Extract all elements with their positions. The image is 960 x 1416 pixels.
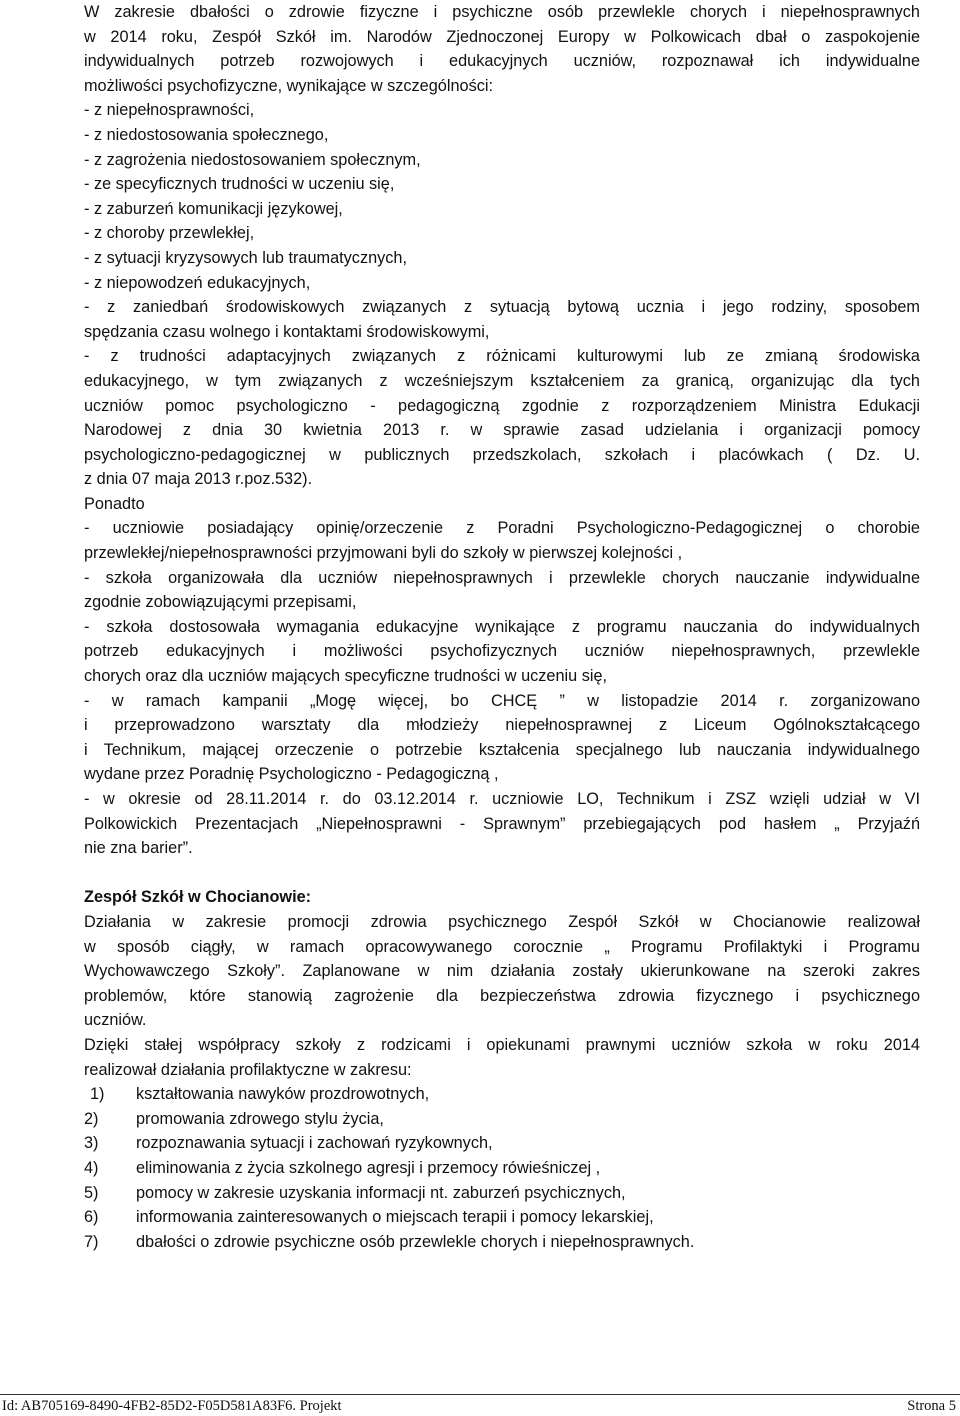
item-number: 6) (84, 1208, 99, 1227)
list-item: - z zaniedbań środowiskowych związanych z sytuacją bytową ucznia i jego rodziny, sposobem (84, 298, 920, 317)
text-line: potrzeb edukacyjnych i możliwości psychofizycznych uczniów niepełnosprawnych, przewlekle (84, 642, 920, 661)
item-text: informowania zainteresowanych o miejscach terapii i pomocy lekarskiej, (136, 1208, 654, 1227)
list-item: - z choroby przewlekłej, (84, 224, 255, 243)
list-item: - z zaburzeń komunikacji językowej, (84, 199, 343, 218)
text-line: indywidualnych potrzeb rozwojowych i edukacyjnych uczniów, rozpoznawał ich indywidualne (84, 52, 920, 71)
text-line: chorych oraz dla uczniów mających specyficzne trudności w uczeniu się, (84, 667, 608, 686)
text-line: realizował działania profilaktyczne w zakresu: (84, 1060, 412, 1079)
text-line: i Technikum, mającej orzeczenie o potrzebie kształcenia specjalnego lub nauczania indywidualnego (84, 740, 920, 759)
item-text: eliminowania z życia szkolnego agresji i przemocy rówieśniczej , (136, 1158, 601, 1177)
section-polkowice (84, 0, 920, 861)
list-item: - szkoła organizowała dla uczniów niepełnosprawnych i przewlekle chorych nauczanie indywidualne (84, 568, 920, 587)
item-text: dbałości o zdrowie psychiczne osób przewlekle chorych i niepełnosprawnych. (136, 1232, 695, 1251)
list-item: - z niedostosowania społecznego, (84, 125, 329, 144)
text-line: W zakresie dbałości o zdrowie fizyczne i psychiczne osób przewlekle chorych i niepełnosprawnych (84, 3, 920, 21)
numbered-item (84, 1082, 920, 1107)
numbered-item (84, 1205, 920, 1230)
item-number: 7) (84, 1232, 99, 1251)
text-line: Polkowickich Prezentacjach „Niepełnosprawni - Sprawnym” przebiegających pod hasłem „ Przyjaźń (84, 814, 920, 833)
text-line: Ponadto (84, 494, 145, 513)
text-line: Narodowej z dnia 30 kwietnia 2013 r. w sprawie zasad udzielania i organizacji pomocy (84, 421, 920, 440)
numbered-item (84, 1230, 920, 1255)
list-item: - szkoła dostosowała wymagania edukacyjne wynikające z programu nauczania do indywidualnych (84, 617, 920, 636)
spacer (84, 861, 920, 886)
item-text: promowania zdrowego stylu życia, (136, 1109, 384, 1128)
text-line: nie zna barier”. (84, 839, 193, 858)
text-line: w sposób ciągły, w ramach opracowywanego corocznie „ Programu Profilaktyki i Programu (84, 937, 920, 956)
item-text: rozpoznawania sytuacji i zachowań ryzykownych, (136, 1134, 493, 1153)
text-line: i przeprowadzono warsztaty dla młodzieży niepełnosprawnej z Liceum Ogólnokształcącego (84, 716, 920, 735)
numbered-item (84, 1107, 920, 1132)
numbered-item (84, 1156, 920, 1181)
text-line: przewlekłej/niepełnosprawności przyjmowani byli do szkoły w pierwszej kolejności , (84, 544, 683, 563)
item-text: pomocy w zakresie uzyskania informacji nt. zaburzeń psychicznych, (136, 1183, 626, 1202)
item-text: kształtowania nawyków prozdrowotnych, (136, 1085, 430, 1104)
text-line: możliwości psychofizyczne, wynikające w szczególności: (84, 76, 493, 95)
list-item: - z trudności adaptacyjnych związanych z różnicami kulturowymi lub ze zmianą środowiska (84, 347, 920, 366)
text-line: Dzięki stałej współpracy szkoły z rodzicami i opiekunami prawnymi uczniów szkoła w roku 2014 (84, 1035, 920, 1054)
document-id: Id: AB705169-8490-4FB2-85D2-F05D581A83F6. Projekt (2, 1398, 342, 1414)
text-line: spędzania czasu wolnego i kontaktami środowiskowymi, (84, 322, 490, 341)
page-number: Strona 5 (907, 1398, 956, 1414)
list-item: - uczniowie posiadający opinię/orzeczenie z Poradni Psychologiczno-Pedagogicznej o chorobie (84, 519, 920, 538)
document-page (84, 0, 920, 1254)
item-number: 4) (84, 1158, 99, 1177)
list-item: - w okresie od 28.11.2014 r. do 03.12.2014 r. uczniowie LO, Technikum i ZSZ wzięli udział w VI (84, 790, 920, 808)
text-line: z dnia 07 maja 2013 r.poz.532). (84, 470, 313, 489)
list-item: - z niepełnosprawności, (84, 101, 255, 120)
text-line: edukacyjnego, w tym związanych z wcześniejszym kształceniem za granicą, organizując dla tych (84, 371, 920, 390)
text-line: wydane przez Poradnię Psychologiczno - Pedagogiczną , (84, 765, 499, 784)
list-item: - z zagrożenia niedostosowaniem społecznym, (84, 150, 421, 169)
text-line: Wychowawczego Szkoły”. Zaplanowane w nim działania zostały ukierunkowane na szeroki zakres (84, 962, 920, 981)
text-line: uczniów. (84, 1011, 147, 1030)
item-number: 5) (84, 1183, 99, 1202)
item-number: 3) (84, 1134, 99, 1153)
list-item: - z niepowodzeń edukacyjnych, (84, 273, 311, 292)
item-number: 1) (90, 1085, 105, 1104)
list-item: - ze specyficznych trudności w uczeniu się, (84, 175, 395, 194)
section-chocianow (84, 885, 920, 1254)
item-number: 2) (84, 1109, 99, 1128)
text-line: Działania w zakresie promocji zdrowia psychicznego Zespół Szkół w Chocianowie realizował (84, 912, 920, 931)
numbered-item (84, 1131, 920, 1156)
text-line: psychologiczno-pedagogicznej w publicznych przedszkolach, szkołach i placówkach ( Dz. U. (84, 445, 920, 464)
text-line: w 2014 roku, Zespół Szkół im. Narodów Zjednoczonej Europy w Polkowicach dbał o zaspokojenie (84, 27, 920, 46)
section-heading: Zespół Szkół w Chocianowie: (84, 888, 312, 907)
text-line: zgodnie zobowiązującymi przepisami, (84, 593, 357, 612)
numbered-item (84, 1181, 920, 1206)
text-line: problemów, które stanowią zagrożenie dla bezpieczeństwa zdrowia fizycznego i psychicznego (84, 986, 920, 1005)
list-item: - z sytuacji kryzysowych lub traumatycznych, (84, 248, 408, 267)
page-footer (0, 1394, 960, 1416)
list-item: - w ramach kampanii „Mogę więcej, bo CHCĘ ” w listopadzie 2014 r. zorganizowano (84, 691, 920, 710)
text-line: uczniów pomoc psychologiczno - pedagogiczną zgodnie z rozporządzeniem Ministra Edukacji (84, 396, 920, 415)
